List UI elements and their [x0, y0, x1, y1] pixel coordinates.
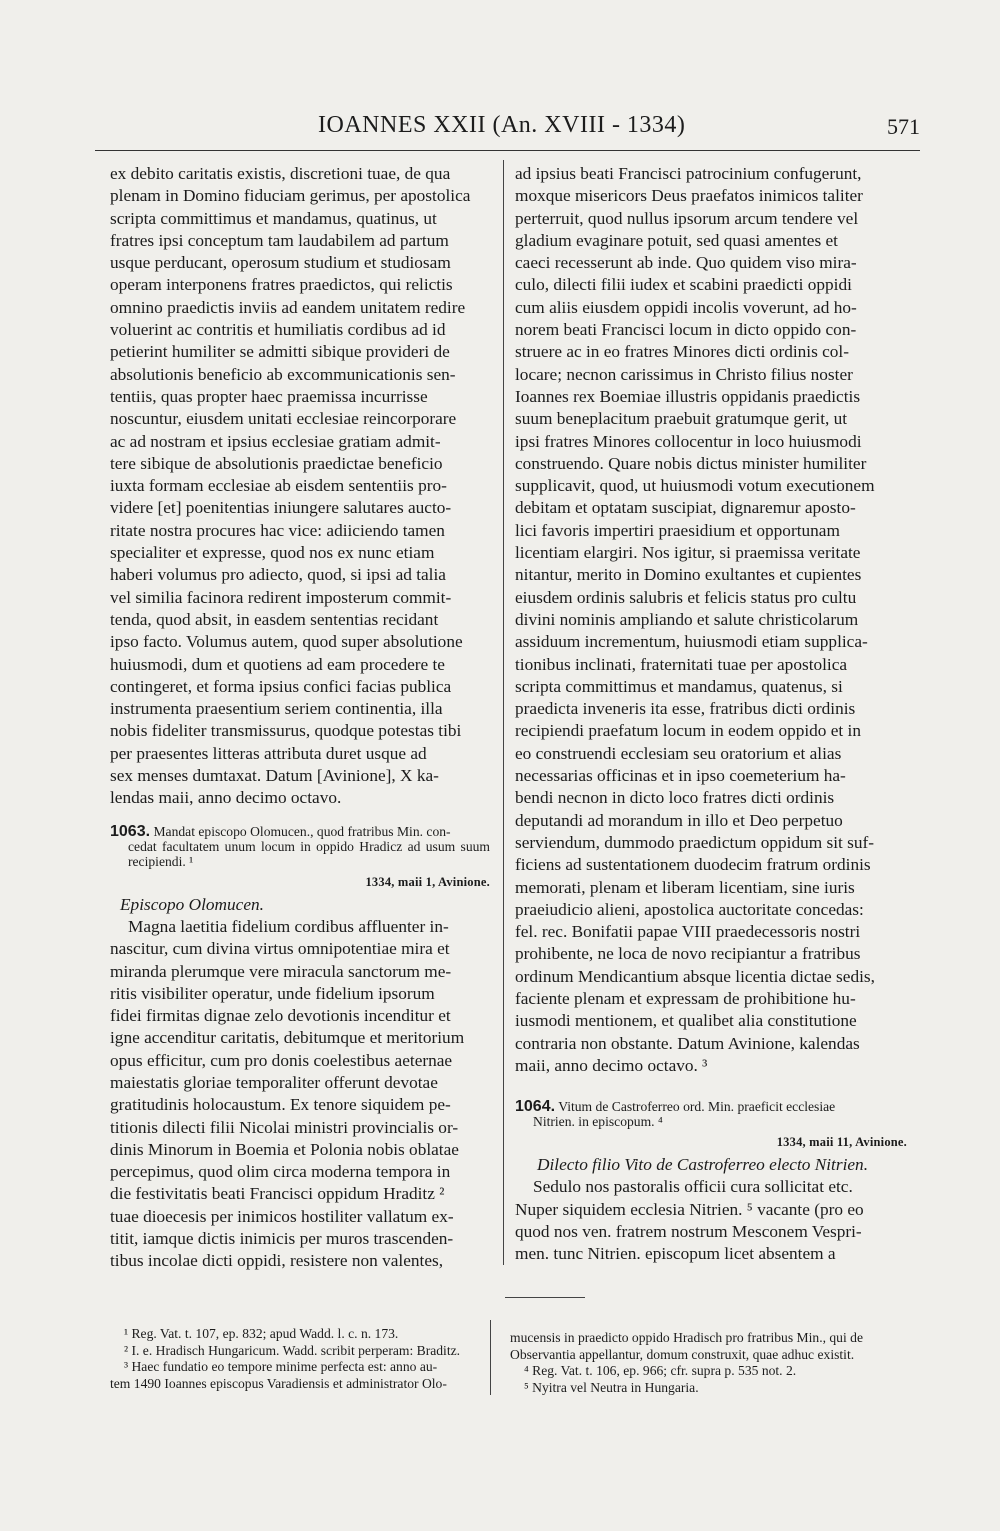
text-line: faciente plenam et expressam de prohibitione hu-: [515, 988, 856, 1008]
text-line: struere ac in eo fratres Minores dicti ordinis col-: [515, 342, 849, 362]
text-line: necessarias officinas et in ipso coemeterium ha-: [515, 766, 846, 786]
text-line: supplicavit, quod, ut huiusmodi votum executionem: [515, 476, 875, 496]
column-divider: [503, 160, 504, 1265]
text-line: Sedulo nos pastoralis officii cura sollicitat etc.: [533, 1177, 853, 1197]
register-entry-1064: [515, 1099, 907, 1265]
entry-date: 1334, maii 11, Avinione.: [776, 1135, 907, 1150]
text-line: noscuntur, eiusdem unitati ecclesiae reincorporare: [110, 409, 457, 429]
footnote-rule: [505, 1297, 585, 1298]
text-line: culo, dilecti filii iudex et scabini praedicti oppidi: [515, 275, 852, 295]
text-line: videre [et] poenitentias iniungere salutares aucto-: [110, 498, 452, 518]
entry-number: 1064.: [515, 1098, 556, 1116]
right-continuation-text: [515, 163, 907, 1077]
text-line: bendi necnon in dicto loco fratres dicti ordinis: [515, 788, 835, 808]
text-line: Magna laetitia fidelium cordibus affluenter in-: [128, 916, 449, 936]
text-line: men. tunc Nitrien. episcopum licet absentem a: [515, 1244, 836, 1264]
text-line: divini nominis ampliando et salute christicolarum: [515, 609, 859, 629]
footnotes-left: [110, 1326, 482, 1392]
text-line: ex debito caritatis existis, discretioni tuae, de qua: [110, 164, 451, 183]
text-line: specialiter et expresse, quod nos ex nunc etiam: [110, 543, 435, 563]
text-line: fel. rec. Bonifatii papae VIII praedecessoris nostri: [515, 922, 861, 942]
footnote: ⁴ Reg. Vat. t. 106, ep. 966; cfr. supra p. 535 not. 2.: [524, 1363, 797, 1378]
footnote: ³ Haec fundatio eo tempore minime perfecta est: anno au-: [124, 1359, 438, 1374]
text-line: deputandi ad morandum in illo et Deo perpetuo: [515, 810, 843, 830]
text-line: ritis visibiliter operatur, unde fidelium ipsorum: [110, 983, 435, 1003]
text-line: moxque misericors Deus praefatos inimicos taliter: [515, 186, 863, 206]
page-number: 571: [887, 114, 920, 139]
text-line: recipiendi praefatum locum in eodem oppido et in: [515, 721, 861, 741]
text-line: scripta committimus et mandamus, quatinus, ut: [110, 208, 437, 228]
text-line: dinis Minorum in Boemia et Polonia nobis oblatae: [110, 1139, 459, 1159]
text-line: ipso facto. Volumus autem, quod super absolutione: [110, 632, 463, 652]
text-line: huiusmodi, dum et quotiens ad eam procedere te: [110, 654, 445, 674]
entry-summary-first: Vitum de Castroferreo ord. Min. praeficit ecclesiae: [558, 1099, 836, 1115]
text-line: cum aliis eiusdem oppidi incolis voverunt, ad ho-: [515, 297, 857, 317]
text-line: Nuper siquidem ecclesia Nitrien. ⁵ vacante (pro eo: [515, 1199, 864, 1219]
text-line: tibus incolae dicti oppidi, resistere non valentes,: [110, 1251, 444, 1271]
text-line: tentiis, quas propter haec praemissa incurrisse: [110, 386, 428, 406]
text-line: contraria non obstante. Datum Avinione, kalendas: [515, 1033, 860, 1053]
text-line: eo construendi ecclesiam seu oratorium et alias: [515, 743, 842, 763]
text-line: construendo. Quare nobis dictus minister humiliter: [515, 453, 867, 473]
text-line: voluerint ac contritis et humiliatis cordibus ad id: [110, 320, 446, 340]
text-line: operam interponens fratres praedictos, qui relictis: [110, 275, 453, 295]
text-line: usque perducant, operosum studium et studiosam: [110, 253, 451, 273]
text-line: die festivitatis beati Francisci oppidum Hraditz ²: [110, 1184, 445, 1204]
text-line: lendas maii, anno decimo octavo.: [110, 788, 342, 808]
footnote-column-divider: [490, 1320, 491, 1395]
right-column: [515, 163, 907, 1266]
text-line: tenda, quod absit, in easdem sententias recidant: [110, 609, 439, 629]
left-continuation-text: [110, 163, 490, 810]
text-line: fratres ipsi conceptum tam laudabilem ad partum: [110, 230, 449, 250]
entry-summary-rest: Nitrien. in episcopum. ⁴: [533, 1114, 663, 1130]
text-line: Ioannes rex Boemiae illustris oppidanis praedictis: [515, 386, 861, 406]
text-line: maii, anno decimo octavo. ³: [515, 1055, 708, 1075]
text-line: tuae dioecesis per inimicos hostiliter vallatum ex-: [110, 1206, 454, 1226]
left-column: [110, 163, 490, 1273]
footnote: tem 1490 Ioannes episcopus Varadiensis et administrator Olo-: [110, 1375, 447, 1391]
entry-address: Episcopo Olomucen.: [120, 894, 264, 914]
entry-summary-first: Mandat episcopo Olomucen., quod fratribus Min. con-: [153, 823, 451, 839]
text-line: praedicta inveneris ita esse, fratribus dicti ordinis: [515, 699, 856, 719]
footnote: mucensis in praedicto oppido Hradisch pro fratribus Min., qui de: [510, 1330, 863, 1345]
footnote: ² I. e. Hradisch Hungaricum. Wadd. scribit perperam: Braditz.: [124, 1342, 461, 1358]
text-line: quod nos ven. fratrem nostrum Mesconem Vespri-: [515, 1222, 862, 1242]
header-rule: [95, 150, 920, 151]
text-line: locare; necnon carissimus in Christo filius noster: [515, 364, 853, 384]
text-line: nitantur, merito in Domino exultantes et cupientes: [515, 565, 862, 585]
text-line: instrumenta praesentium seriem continentia, illa: [110, 699, 443, 719]
text-line: sex menses dumtaxat. Datum [Avinione], X ka-: [110, 766, 439, 786]
text-line: caeci recesserunt ab inde. Quo quidem viso mira-: [515, 253, 857, 273]
text-line: titit, iamque dictis inimicis per muros trascenden-: [110, 1229, 454, 1249]
text-line: titionis dilecti filii Nicolai ministri provincialis or-: [110, 1117, 459, 1137]
text-line: perterruit, quod nullus ipsorum arcum tendere vel: [515, 208, 859, 228]
entry-summary: [515, 1099, 907, 1129]
register-entry-1063: [110, 824, 490, 1273]
text-line: contingeret, et forma ipsius confici facias publica: [110, 676, 452, 696]
text-line: per praesentes litteras attributa duret usque ad: [110, 743, 427, 763]
text-line: iuxta formam ecclesiae ab eisdem sententiis pro-: [110, 476, 447, 496]
text-line: vel similia facinora redirent imposterum commit-: [110, 587, 452, 607]
entry-address: Dilecto filio Vito de Castroferreo electo Nitrien.: [537, 1155, 869, 1175]
footnotes-right: [510, 1330, 905, 1396]
text-line: nobis fideliter transmissurus, quodque potestas tibi: [110, 721, 462, 741]
text-line: gladium evaginare potuit, sed quasi amentes et: [515, 230, 838, 250]
text-line: maiestatis gloriae temporaliter offerunt devotae: [110, 1072, 438, 1092]
running-title: IOANNES XXII (An. XVIII - 1334): [318, 112, 686, 138]
text-line: suum beneplacitum praebuit gratumque gerit, ut: [515, 409, 848, 429]
text-line: prohibente, ne loca de novo recipiantur a fratribus: [515, 944, 861, 964]
text-line: plenam in Domino fiduciam gerimus, per apostolica: [110, 186, 471, 206]
footnote: ¹ Reg. Vat. t. 107, ep. 832; apud Wadd. l. c. n. 173.: [124, 1326, 399, 1341]
text-line: scripta committimus et mandamus, quatenus, si: [515, 676, 843, 696]
text-line: haberi volumus pro adiecto, quod, si ipsi ad talia: [110, 565, 446, 585]
text-line: ordinum Mendicantium absque licentia dictae sedis,: [515, 966, 875, 986]
entry-summary: [110, 824, 490, 869]
text-line: ritate nostra procures hac vice: adiiciendo tamen: [110, 520, 445, 540]
text-line: omnino praedictis inviis ad eandem unitatem redire: [110, 297, 466, 317]
text-line: absolutionis beneficio ab excommunicationis sen-: [110, 364, 456, 384]
text-line: debitam et optatam suscipiat, dignaremur aposto-: [515, 498, 856, 518]
text-line: ficiens ad sustentationem duodecim fratrum ordinis: [515, 855, 871, 875]
text-line: igne accenditur caritatis, debitumque et meritorium: [110, 1028, 465, 1048]
text-line: iusmodi mentionem, et qualibet alia constitutione: [515, 1011, 857, 1031]
text-line: percepimus, quod olim circa moderna tempora in: [110, 1162, 451, 1182]
text-line: ad ipsius beati Francisci patrocinium confugerunt,: [515, 164, 862, 183]
entry-date: 1334, maii 1, Avinione.: [365, 874, 490, 889]
text-line: assiduum incrementum, huiusmodi etiam supplica-: [515, 632, 868, 652]
text-line: lici favoris impertiri praesidium et opportunam: [515, 520, 840, 540]
text-line: nascitur, cum divina virtus omnipotentiae mira et: [110, 939, 450, 959]
text-line: ipsi fratres Minores collocentur in loco huiusmodi: [515, 431, 862, 451]
text-line: tionibus inclinati, fraternitati tuae per apostolica: [515, 654, 848, 674]
text-line: miranda plerumque vere miracula sanctorum me-: [110, 961, 452, 981]
text-line: fidei firmitas dignae zelo devotionis incenditur et: [110, 1006, 451, 1026]
text-line: norem beati Francisci locum in dicto oppido con-: [515, 320, 857, 340]
text-line: petierint humiliter se admitti sibique provideri de: [110, 342, 450, 362]
text-line: serviendum, dummodo praedictum oppidum sit suf-: [515, 832, 875, 852]
text-line: licentiam elargiri. Nos igitur, si praemissa veritate: [515, 543, 861, 563]
entry-number: 1063.: [110, 822, 151, 840]
text-line: ac ad nostram et ipsius ecclesiae gratiam admit-: [110, 431, 441, 451]
text-line: gratitudinis holocaustum. Ex tenore siquidem pe-: [110, 1095, 451, 1115]
text-line: memorati, plenam et liberam licentiam, sine iuris: [515, 877, 855, 897]
entry-summary-rest: cedat facultatem unum locum in oppido Hradicz ad usum suum recipiendi. ¹: [128, 838, 490, 869]
text-line: opus efficitur, cum pro donis coelestibus aeternae: [110, 1050, 453, 1070]
text-line: eiusdem ordinis salubris et felicis status pro cultu: [515, 587, 857, 607]
footnote: Observantia appellantur, domum construxit, quae adhuc existit.: [510, 1346, 855, 1362]
text-line: praeiudicio alieni, apostolica auctoritate concedas:: [515, 899, 864, 919]
footnote: ⁵ Nyitra vel Neutra in Hungaria.: [524, 1379, 699, 1395]
text-line: tere sibique de absolutionis praedictae beneficio: [110, 453, 443, 473]
